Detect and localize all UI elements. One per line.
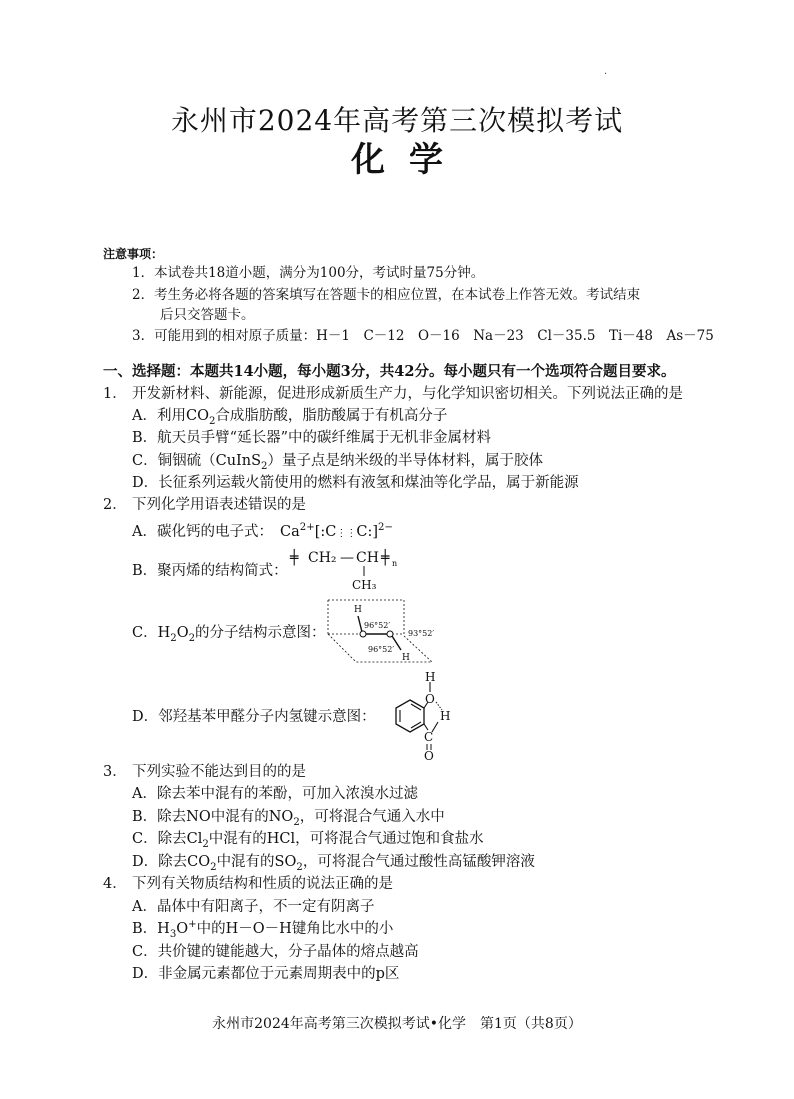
phenol-h: H xyxy=(425,670,436,684)
q4-number: 4． xyxy=(103,876,127,892)
polymer-n: n xyxy=(392,559,398,568)
q1-option-a: A．利用$CO_2$合成脂肪酸，脂肪酸属于有机高分子 xyxy=(132,408,448,427)
q1-option-c: C．铜铟硫（CuInS$_2$）量子点是纳米级的半导体材料，属于胶体 xyxy=(132,453,543,472)
h2o2-h-bottom: H xyxy=(402,653,410,663)
q2-option-d: D．邻羟基苯甲醛分子内氢键示意图： xyxy=(132,709,376,725)
q1-stem: 开发新材料、新能源，促进形成新质生产力，与化学知识密切相关。下列说法正确的是 xyxy=(132,386,683,402)
exam-title: 永州市2024年高考第三次模拟考试 xyxy=(170,104,624,137)
q4-option-a: A．晶体中有阳离子，不一定有阴离子 xyxy=(132,899,375,915)
q2-option-a: A．碳化钙的电子式： xyxy=(132,524,273,540)
q3-option-d: D．除去$CO_2$中混有的$SO_2$，可将混合气通过酸性高锰酸钾溶液 xyxy=(132,854,535,873)
notice-item-2: 2．考生务必将各题的答案填写在答题卡的相应位置，在本试卷上作答无效。考试结束 xyxy=(132,287,641,303)
q3-stem: 下列实验不能达到目的的是 xyxy=(132,764,306,780)
q3-option-b: B．除去NO中混有的$NO_2$，可将混合气通入水中 xyxy=(132,809,445,828)
h2o2-angle-3: 93°52′ xyxy=(408,629,435,638)
polymer-left-bracket: ╪ xyxy=(290,550,299,566)
section-heading: 一、选择题：本题共14小题，每小题3分，共42分。每小题只有一个选项符合题目要求。 xyxy=(103,363,676,380)
h2o2-angle-1: 96°52′ xyxy=(364,621,391,630)
salicylaldehyde-hbond-diagram xyxy=(380,670,470,762)
polymer-bond: — xyxy=(340,550,354,566)
h2o2-angle-2: 96°52′ xyxy=(368,645,395,654)
polymer-ch2: CH₂ xyxy=(308,550,337,566)
h2o2-h-top: H xyxy=(354,605,362,615)
notice-item-3: 3．可能用到的相对原子质量：H－1 C－12 O－16 Na－23 Cl－35.5 Ti－48 As－75 xyxy=(132,328,714,344)
polymer-ch: CH xyxy=(356,550,379,566)
q4-option-b: B．$H_3O^+$中的H－O－H键角比水中的小 xyxy=(132,919,394,940)
q2-option-b: B．聚丙烯的结构简式： xyxy=(132,563,288,579)
q1-number: 1． xyxy=(103,386,127,402)
polymer-right-bracket: ╪ xyxy=(381,550,390,566)
notice-heading: 注意事项： xyxy=(103,247,164,261)
polymer-ch3: CH₃ xyxy=(352,578,377,592)
notice-item-2-cont: 后只交答题卡。 xyxy=(160,307,255,323)
q3-number: 3． xyxy=(103,764,127,780)
h2o2-structure-diagram xyxy=(322,596,444,668)
q2-option-c: C．$H_2O_2$的分子结构示意图： xyxy=(132,625,326,644)
q4-stem: 下列有关物质结构和性质的说法正确的是 xyxy=(132,876,393,892)
calcium-carbide-formula: $Ca^{2+}[:C⋮⋮C:]^{2-}$ xyxy=(280,522,393,540)
q4-option-c: C．共价键的键能越大，分子晶体的熔点越高 xyxy=(132,944,419,960)
subject-title: 化学 xyxy=(351,140,467,180)
q2-number: 2． xyxy=(103,497,127,513)
aldehyde-h: H xyxy=(440,709,451,723)
page-footer: 永州市2024年高考第三次模拟考试•化学 第1页（共8页） xyxy=(212,1016,582,1032)
notice-item-1: 1．本试卷共18道小题，满分为100分，考试时量75分钟。 xyxy=(132,265,485,281)
phenol-o: O xyxy=(425,692,435,706)
q1-option-b: B．航天员手臂“延长器”中的碳纤维属于无机非金属材料 xyxy=(132,430,491,446)
q4-option-d: D．非金属元素都位于元素周期表中的p区 xyxy=(132,966,400,982)
aldehyde-o: O xyxy=(424,749,434,762)
q2-stem: 下列化学用语表述错误的是 xyxy=(132,497,306,513)
q3-option-a: A．除去苯中混有的苯酚，可加入浓溴水过滤 xyxy=(132,786,418,802)
polypropylene-structure xyxy=(288,544,398,594)
aldehyde-c: C xyxy=(424,730,434,744)
q3-option-c: C．除去$Cl_2$中混有的HCl，可将混合气通过饱和食盐水 xyxy=(132,831,484,850)
corner-mark: · xyxy=(604,69,608,80)
q1-option-d: D．长征系列运载火箭使用的燃料有液氢和煤油等化学品，属于新能源 xyxy=(132,475,579,491)
